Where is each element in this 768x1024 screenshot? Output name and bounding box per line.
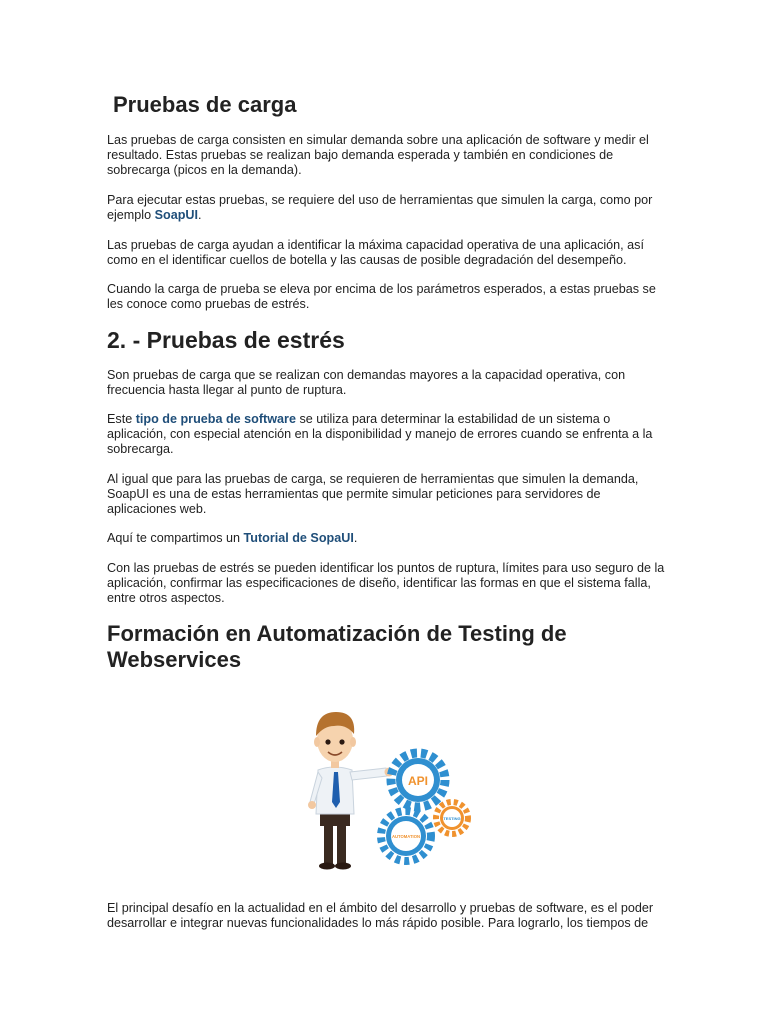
person-with-gears-illustration-icon (300, 698, 478, 873)
paragraph-text: Para ejecutar estas pruebas, se requiere del uso de herramientas que simulen la carga, como por ejemplo (107, 193, 653, 222)
paragraph (107, 412, 667, 457)
person-figure (308, 712, 394, 870)
gear-api-label: API (407, 774, 429, 788)
paragraph-text: Este (107, 412, 136, 426)
paragraph: Las pruebas de carga consisten en simular demanda sobre una aplicación de software y medir el resultado. Estas pruebas se realizan bajo demanda esperada y también en condiciones de sobrecarga (picos en la demanda). (107, 133, 649, 177)
paragraph-text: . (198, 208, 202, 222)
gear-api (391, 753, 445, 807)
paragraph: Con las pruebas de estrés se pueden identificar los puntos de ruptura, límites para uso seguro de la aplicación, confirmar las especificaciones de diseño, identificar las formas en que el sistema falla, entre otros aspectos. (107, 561, 665, 605)
paragraph: Las pruebas de carga ayudan a identificar la máxima capacidad operativa de una aplicación, así como en el identificar cuellos de botella y las causas de posible degradación del desempeño. (107, 238, 644, 267)
section-title-pruebas-de-estres: 2. - Pruebas de estrés (107, 327, 345, 353)
link-soapui[interactable]: SoapUI (154, 208, 198, 222)
paragraph (107, 531, 667, 546)
paragraph: Al igual que para las pruebas de carga, se requieren de herramientas que simulen la demanda, SoapUI es una de estas herramientas que permite simular peticiones para servidores de aplicaciones web. (107, 472, 639, 516)
paragraph-text: Aquí te compartimos un (107, 531, 244, 545)
gear-testing-label: TESTING (443, 816, 461, 821)
paragraph-text: . (353, 531, 358, 545)
paragraph: El principal desafío en la actualidad en el ámbito del desarrollo y pruebas de software, es el poder desarrollar e integrar nuevas funcionalidades lo más rápido posible. Para lograrlo, los tiempos de (107, 901, 654, 930)
gear-automation-label: AUTOMATION (392, 834, 420, 839)
link-tipo-de-prueba[interactable]: tipo de prueba de software (135, 412, 296, 426)
link-tutorial-sopaui[interactable]: Tutorial de SopaUI (243, 531, 354, 545)
gear-testing (436, 802, 468, 834)
paragraph-text: se utiliza para determinar la estabilidad de un sistema o aplicación, con especial atención en la disponibilidad y manejo de errores cuando se enfrenta a la sobrecarga. (107, 412, 653, 456)
section-title-pruebas-de-carga: Pruebas de carga (113, 92, 297, 117)
paragraph: Cuando la carga de prueba se eleva por encima de los parámetros esperados, a estas pruebas se les conoce como pruebas de estrés. (107, 282, 656, 311)
section-title-formacion: Formación en Automatización de Testing de Webservices (107, 621, 567, 672)
paragraph (107, 193, 667, 223)
gear-automation (381, 811, 431, 861)
paragraph: Son pruebas de carga que se realizan con demandas mayores a la capacidad operativa, con frecuencia hasta llegar al punto de ruptura. (107, 368, 626, 397)
